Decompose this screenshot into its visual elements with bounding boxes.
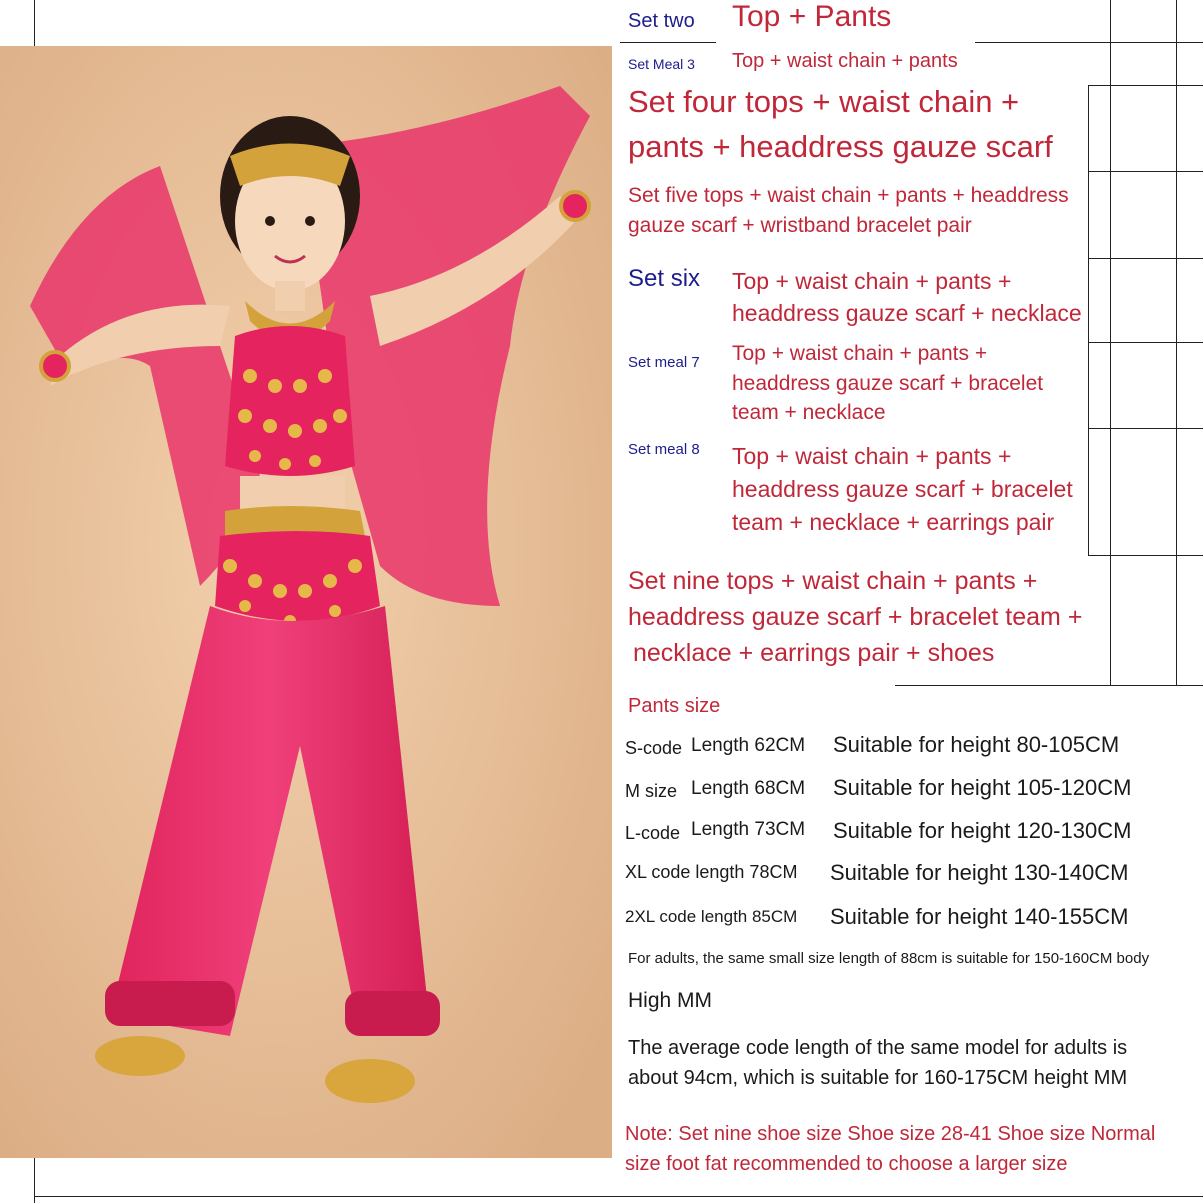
divider (1088, 85, 1203, 86)
note-line1: Note: Set nine shoe size Shoe size 28-41 Shoe size Normal (625, 1123, 1156, 1145)
divider (1088, 555, 1203, 556)
right-wristband (561, 192, 589, 220)
adult-avg-line1: The average code length of the same model for adults is (628, 1037, 1128, 1059)
left-wristband (41, 352, 69, 380)
set-seven-label: Set meal 7 (628, 354, 700, 371)
size-code-length: XL code length 78CM (625, 862, 798, 882)
divider (1088, 342, 1203, 343)
set-six-line1: Top + waist chain + pants + (732, 268, 1012, 294)
divider (1088, 171, 1203, 172)
size-fit: Suitable for height 120-130CM (833, 818, 1132, 843)
right-cuff (345, 991, 440, 1036)
set-four-line1: Set four tops + waist chain + (628, 84, 1020, 119)
set-eight-line3: team + necklace + earrings pair (732, 509, 1055, 535)
divider (895, 685, 1203, 686)
adult-small-note: For adults, the same small size length of 88cm is suitable for 150-160CM body (628, 950, 1150, 967)
left-shoe (95, 1036, 185, 1076)
divider (620, 42, 716, 43)
pants-size-title: Pants size (628, 695, 721, 717)
size-code: S-code (625, 738, 683, 758)
set-three-items: Top + waist chain + pants (732, 50, 958, 72)
set-five-line1: Set five tops + waist chain + pants + headdress (628, 184, 1069, 207)
set-six-label: Set six (628, 265, 701, 292)
set-nine-line3: necklace + earrings pair + shoes (633, 639, 995, 667)
right-shoe (325, 1059, 415, 1103)
product-photo (0, 46, 612, 1158)
set-eight-line2: headdress gauze scarf + bracelet (732, 476, 1073, 502)
set-nine-line1: Set nine tops + waist chain + pants + (628, 567, 1038, 595)
set-nine-line2: headdress gauze scarf + bracelet team + (628, 603, 1083, 631)
set-eight-line1: Top + waist chain + pants + (732, 443, 1012, 469)
note-line2: size foot fat recommended to choose a larger size (625, 1153, 1068, 1175)
size-code: L-code (625, 823, 681, 843)
size-fit: Suitable for height 80-105CM (833, 732, 1120, 757)
size-length: Length 73CM (691, 819, 806, 840)
frame-left-line (34, 0, 35, 46)
size-fit: Suitable for height 140-155CM (830, 904, 1129, 929)
size-length: Length 68CM (691, 778, 806, 799)
divider (1088, 428, 1203, 429)
set-two-label: Set two (628, 10, 695, 32)
dancer-illustration (0, 46, 612, 1158)
adult-avg-line2: about 94cm, which is suitable for 160-175CM height MM (628, 1067, 1128, 1089)
set-seven-line1: Top + waist chain + pants + (732, 342, 988, 365)
vert-divider (1088, 85, 1089, 555)
size-fit: Suitable for height 130-140CM (830, 860, 1129, 885)
size-fit: Suitable for height 105-120CM (833, 775, 1132, 800)
costume-top (225, 326, 355, 476)
set-eight-label: Set meal 8 (628, 441, 700, 458)
set-five-line2: gauze scarf + wristband bracelet pair (628, 214, 972, 237)
divider (975, 42, 1203, 43)
frame-bottom-line (34, 1196, 1203, 1197)
set-seven-line3: team + necklace (732, 401, 886, 424)
size-length: Length 62CM (691, 735, 806, 756)
left-cuff (105, 981, 235, 1026)
set-three-label: Set Meal 3 (628, 56, 695, 72)
set-four-line2: pants + headdress gauze scarf (628, 129, 1053, 164)
set-six-line2: headdress gauze scarf + necklace (732, 300, 1082, 326)
size-code-length: 2XL code length 85CM (625, 907, 798, 926)
divider (1088, 258, 1203, 259)
size-code: M size (625, 781, 678, 801)
set-two-items: Top + Pants (732, 0, 892, 33)
high-mm: High MM (628, 989, 713, 1012)
set-seven-line2: headdress gauze scarf + bracelet (732, 372, 1044, 395)
